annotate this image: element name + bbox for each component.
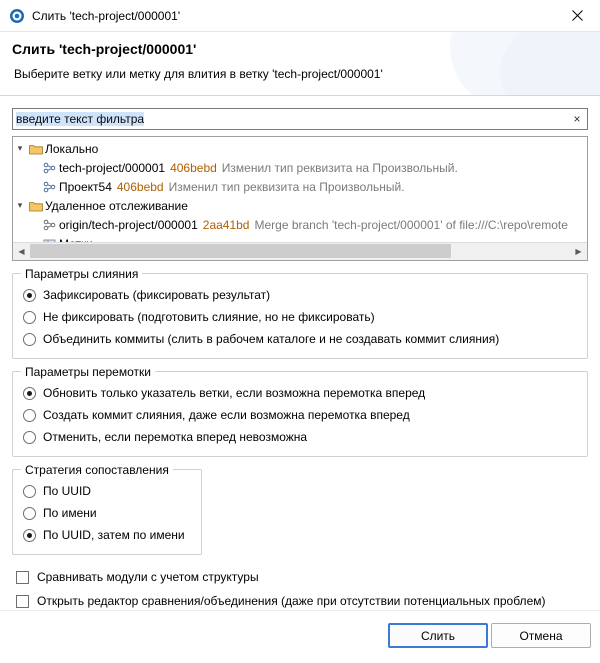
clear-icon[interactable]: × — [573, 112, 581, 126]
merge-options-legend: Параметры слияния — [21, 267, 142, 281]
option-label: Объединить коммиты (слить в рабочем каталоге и не создавать коммит слияния) — [43, 332, 500, 346]
radio-icon[interactable] — [23, 485, 36, 498]
radio-icon[interactable] — [23, 333, 36, 346]
radio-merge-squash[interactable] — [23, 328, 577, 350]
radio-merge-commit[interactable] — [23, 284, 577, 306]
option-label: По UUID, затем по имени — [43, 528, 185, 542]
checkbox-compare-modules-structure[interactable] — [16, 565, 588, 589]
match-strategy-legend: Стратегия сопоставления — [21, 463, 173, 477]
page-title: Слить 'tech-project/000001' — [12, 41, 197, 57]
git-merge-icon — [9, 8, 25, 24]
window-title: Слить 'tech-project/000001' — [32, 8, 181, 23]
fastforward-options-group — [12, 365, 588, 457]
radio-merge-no-commit[interactable] — [23, 306, 577, 328]
merge-button[interactable]: Слить — [388, 623, 488, 648]
fastforward-options-legend: Параметры перемотки — [21, 365, 155, 379]
radio-icon[interactable] — [23, 431, 36, 444]
tree-rows — [13, 137, 587, 253]
dialog-footer — [0, 610, 600, 663]
dialog-body — [0, 108, 600, 613]
chevron-down-icon[interactable]: ▾ — [17, 200, 23, 210]
option-label: Отменить, если перемотка вперед невозможна — [43, 430, 308, 444]
radio-ff-update-pointer[interactable] — [23, 382, 577, 404]
tree-item-remote-tracking[interactable] — [13, 196, 587, 215]
tree-item-branch-proekt54[interactable] — [13, 177, 587, 196]
tree-item-label: Удаленное отслеживание — [45, 198, 188, 213]
dialog-header — [0, 32, 600, 96]
merge-options-group — [12, 267, 588, 359]
radio-icon[interactable] — [23, 409, 36, 422]
tree-item-label: Проект54 — [59, 179, 112, 194]
folder-icon — [27, 200, 45, 212]
option-label: Зафиксировать (фиксировать результат) — [43, 288, 271, 302]
commit-message: Изменил тип реквизита на Произвольный. — [168, 179, 405, 194]
scrollbar-track[interactable] — [30, 243, 570, 260]
radio-match-uuid[interactable] — [23, 480, 191, 502]
radio-ff-always-merge-commit[interactable] — [23, 404, 577, 426]
tree-item-origin-branch[interactable] — [13, 215, 587, 234]
tree-item-label: tech-project/000001 — [59, 160, 166, 175]
scroll-right-icon[interactable]: ▶ — [575, 247, 582, 256]
tree-item-branch-tech-project[interactable] — [13, 158, 587, 177]
remote-branch-icon — [41, 219, 59, 231]
commit-message: Merge branch 'tech-project/000001' of file:///C:\repo\remote — [254, 217, 568, 232]
checkbox-label: Сравнивать модули с учетом структуры — [37, 570, 259, 584]
radio-ff-abort[interactable] — [23, 426, 577, 448]
close-icon[interactable] — [555, 0, 600, 31]
radio-match-uuid-then-name[interactable] — [23, 524, 191, 546]
checkbox-label: Открыть редактор сравнения/объединения (даже при отсутствии потенциальных проблем) — [37, 594, 546, 608]
commit-message: Изменил тип реквизита на Произвольный. — [221, 160, 458, 175]
commit-hash: 406bebd — [116, 179, 164, 194]
radio-match-name[interactable] — [23, 502, 191, 524]
radio-icon[interactable] — [23, 311, 36, 324]
branch-tree[interactable] — [12, 136, 588, 261]
commit-hash: 406bebd — [170, 160, 217, 175]
cancel-button[interactable]: Отмена — [491, 623, 591, 648]
page-subtitle: Выберите ветку или метку для влития в ветку 'tech-project/000001' — [14, 67, 383, 81]
radio-icon[interactable] — [23, 387, 36, 400]
radio-icon[interactable] — [23, 507, 36, 520]
match-strategy-group — [12, 463, 202, 555]
radio-icon[interactable] — [23, 529, 36, 542]
option-label: Обновить только указатель ветки, если возможна перемотка вперед — [43, 386, 426, 400]
checkbox-icon[interactable] — [16, 571, 29, 584]
option-label: Не фиксировать (подготовить слияние, но не фиксировать) — [43, 310, 375, 324]
search-input[interactable] — [13, 109, 567, 129]
option-label: Создать коммит слияния, даже если возможна перемотка вперед — [43, 408, 410, 422]
option-label: По UUID — [43, 484, 91, 498]
chevron-down-icon[interactable]: ▾ — [17, 143, 23, 153]
bottom-checkbox-list — [16, 565, 588, 613]
commit-hash: 2aa41bd — [202, 217, 250, 232]
tree-item-label: Локально — [45, 141, 99, 156]
scrollbar-thumb[interactable] — [30, 244, 451, 258]
scroll-left-icon[interactable]: ◀ — [18, 247, 25, 256]
option-label: По имени — [43, 506, 97, 520]
radio-icon[interactable] — [23, 289, 36, 302]
tree-horizontal-scrollbar[interactable] — [13, 242, 587, 260]
folder-icon — [27, 143, 45, 155]
tree-item-label: origin/tech-project/000001 — [59, 217, 198, 232]
branch-icon — [41, 162, 59, 174]
filter-input-value: введите текст фильтра — [16, 112, 145, 126]
tree-item-local[interactable] — [13, 139, 587, 158]
header-decoration-circle-2 — [500, 32, 600, 96]
title-bar — [0, 0, 600, 32]
filter-field[interactable] — [12, 108, 588, 130]
branch-icon — [41, 181, 59, 193]
checkbox-icon[interactable] — [16, 595, 29, 608]
